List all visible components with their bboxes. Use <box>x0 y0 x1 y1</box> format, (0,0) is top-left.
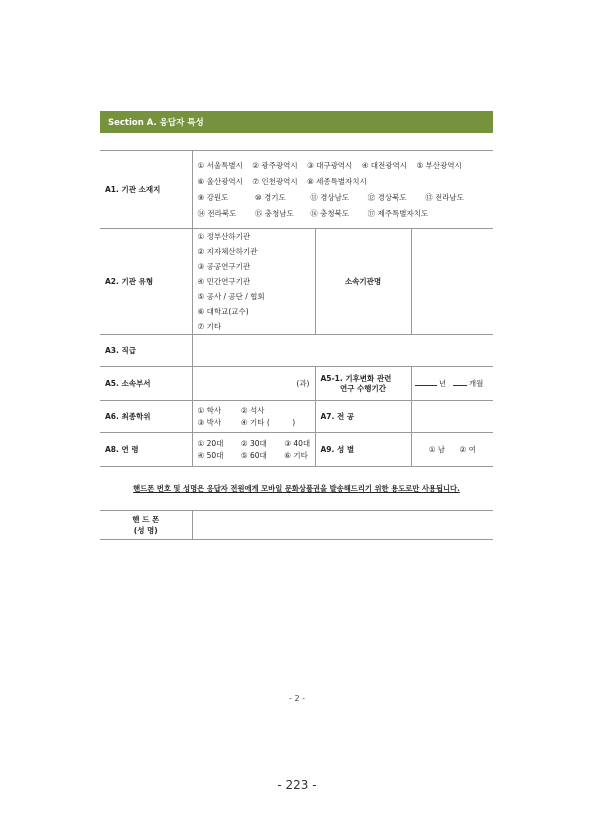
privacy-notice: 핸드폰 번호 및 성명은 응답자 전원에게 모바일 문화상품권을 발송해드리기 위한 용도로만 사용됩니다. <box>133 484 460 493</box>
a5-field[interactable] <box>192 367 315 401</box>
a1-row <box>198 190 489 206</box>
a8-label: A8. 연 령 <box>100 433 192 467</box>
a1-option[interactable]: ⑭ 전라북도 <box>197 208 237 218</box>
a8-options <box>192 433 315 467</box>
phone-table <box>100 510 493 540</box>
a2-label: A2. 기관 유형 <box>100 229 192 335</box>
a7-label: A7. 전 공 <box>315 401 411 433</box>
phone-label-line1: 핸 드 폰 <box>132 515 160 524</box>
a1-option[interactable]: ⑥ 울산광역시 <box>197 176 243 186</box>
phone-label <box>100 511 192 540</box>
a6-row <box>198 417 310 429</box>
a6-option[interactable]: ① 학사 <box>197 405 222 415</box>
a1-options <box>192 151 493 229</box>
a1-option[interactable]: ⑤ 부산광역시 <box>416 160 462 170</box>
a1-option[interactable]: ⑪ 경상남도 <box>310 192 350 202</box>
a1-option[interactable]: ⑰ 제주특별자치도 <box>367 208 429 218</box>
a3-label: A3. 직급 <box>100 335 192 367</box>
a2-option[interactable]: ② 지자체산하기관 <box>197 247 258 256</box>
a2-option[interactable]: ③ 공공연구기관 <box>197 262 251 271</box>
a1-option[interactable]: ③ 대구광역시 <box>306 160 353 170</box>
a8-option[interactable]: ④ 50대 <box>197 450 224 460</box>
a8-option[interactable]: ⑤ 60대 <box>240 450 267 460</box>
a2-option[interactable]: ① 정부산하기관 <box>197 232 251 241</box>
a6-options <box>192 401 315 433</box>
a1-option[interactable]: ② 광주광역시 <box>252 160 298 170</box>
a8-option[interactable]: ① 20대 <box>197 438 224 448</box>
a7-field[interactable] <box>411 401 493 433</box>
a6-option[interactable]: ④ 기타 ( <box>240 417 270 427</box>
year-unit: 년 <box>438 378 447 388</box>
a6-close-paren: ) <box>292 417 296 427</box>
a9-option[interactable]: ① 남 <box>428 444 446 454</box>
a1-option[interactable]: ⑯ 충청북도 <box>310 208 350 218</box>
a1-row <box>198 174 489 190</box>
a5-1-label <box>315 367 411 401</box>
a1-row <box>198 158 489 174</box>
page-number-outer: - 223 - <box>277 778 317 792</box>
a2-option[interactable]: ⑤ 공사 / 공단 / 협회 <box>197 292 265 301</box>
a1-option[interactable]: ⑮ 충청남도 <box>254 208 294 218</box>
a5-1-field[interactable] <box>411 367 493 401</box>
a3-field[interactable] <box>192 335 493 367</box>
a8-row <box>198 438 310 450</box>
a1-option[interactable]: ① 서울특별시 <box>197 160 243 170</box>
a9-option[interactable]: ② 여 <box>459 444 476 454</box>
a6-label: A6. 최종학위 <box>100 401 192 433</box>
a1-option[interactable]: ⑨ 강원도 <box>197 192 229 202</box>
a9-label: A9. 성 별 <box>315 433 411 467</box>
a8-option[interactable]: ⑥ 기타 <box>284 450 308 460</box>
a6-row <box>198 405 310 417</box>
month-unit: 개월 <box>468 378 484 388</box>
a2-option[interactable]: ⑦ 기타 <box>197 322 222 331</box>
page-number-inner: - 2 - <box>289 694 305 703</box>
a6-option[interactable]: ② 석사 <box>240 405 265 415</box>
a2-options <box>192 229 315 335</box>
a6-option[interactable]: ③ 박사 <box>197 417 222 427</box>
a1-option[interactable]: ④ 대전광역시 <box>361 160 408 170</box>
a5-1-label-line1: A5-1. 기후변화 관련 <box>320 374 392 384</box>
section-header: Section A. 응답자 특성 <box>100 111 493 133</box>
a1-row <box>198 206 489 222</box>
a5-1-label-line2: 연구 수행기간 <box>339 383 387 393</box>
a8-option[interactable]: ③ 40대 <box>284 438 311 448</box>
phone-field[interactable] <box>192 511 493 540</box>
a1-option[interactable]: ⑧ 세종특별자치시 <box>306 176 367 186</box>
phone-label-line2: (성 명) <box>133 526 158 535</box>
a1-option[interactable]: ⑬ 전라남도 <box>425 192 464 202</box>
years-blank[interactable] <box>415 385 437 386</box>
affiliation-label: 소속기관명 <box>315 229 411 335</box>
a9-options <box>411 433 493 467</box>
a1-label: A1. 기관 소재지 <box>100 151 192 229</box>
respondent-table <box>100 150 493 467</box>
a2-option[interactable]: ④ 민간연구기관 <box>197 277 251 286</box>
months-blank[interactable] <box>453 385 467 386</box>
a8-row <box>198 450 310 462</box>
affiliation-field[interactable] <box>411 229 493 335</box>
a1-option[interactable]: ⑩ 경기도 <box>254 192 286 202</box>
a2-option[interactable]: ⑥ 대학교(교수) <box>197 307 249 316</box>
a5-suffix: (과) <box>296 378 310 388</box>
a1-option[interactable]: ⑫ 경상북도 <box>367 192 407 202</box>
a1-option[interactable]: ⑦ 인천광역시 <box>252 176 298 186</box>
a8-option[interactable]: ② 30대 <box>240 438 267 448</box>
a5-label: A5. 소속부서 <box>100 367 192 401</box>
